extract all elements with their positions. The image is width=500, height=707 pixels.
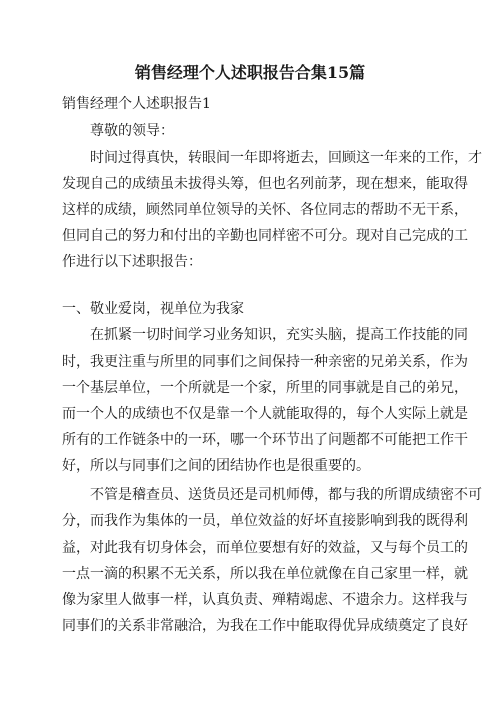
paragraph-line: 一个基层单位，一个所就是一个家，所里的同事就是自己的弟兄， [62,380,468,396]
paragraph-line: 一点一滴的积累不无关系，所以我在单位就像在自己家里一样，就 [62,566,468,582]
paragraph-line: 但同自己的努力和付出的辛勤也同样密不可分。现对自己完成的工 [62,228,468,244]
paragraph-line: 不管是稽查员、送货员还是司机师傅，都与我的所谓成绩密不可 [90,487,482,503]
paragraph-line: 时间过得真快，转眼间一年即将逝去，回顾这一年来的工作，才 [90,150,482,166]
paragraph-line: 好，所以与同事们之间的团结协作也是很重要的。 [62,458,370,474]
paragraph-line: 这样的成绩，顾然同单位领导的关怀、各位同志的帮助不无干系， [62,202,468,218]
paragraph-line: 所有的工作链条中的一环，哪一个环节出了问题都不可能把工作干 [62,432,468,448]
paragraph-line: 发现自己的成绩虽未拔得头筹，但也名列前茅，现在想来，能取得 [62,176,468,192]
report-subtitle: 销售经理个人述职报告1 [62,96,211,112]
paragraph-line: 像为家里人做事一样，认真负责、殚精竭虑、不遗余力。这样我与 [62,592,468,608]
paragraph-line: 同事们的关系非常融洽，为我在工作中能取得优异成绩奠定了良好 [62,618,468,634]
paragraph-line: 在抓紧一切时间学习业务知识，充实头脑，提高工作技能的同 [90,327,468,343]
paragraph-line: 时，我更注重与所里的同事们之间保持一种亲密的兄弟关系，作为 [62,354,468,370]
paragraph-line: 益，对此我有切身体会，而单位要想有好的效益，又与每个员工的 [62,540,468,556]
paragraph-line: 分，而我作为集体的一员，单位效益的好坏直接影响到我的既得利 [62,513,468,529]
document-title: 销售经理个人述职报告合集15篇 [134,63,366,82]
paragraph-line: 作进行以下述职报告： [62,254,202,270]
paragraph-line: 而一个人的成绩也不仅是靠一个人就能取得的，每个人实际上就是 [62,406,468,422]
section-heading: 一、敬业爱岗，视单位为我家 [62,301,244,317]
salutation: 尊敬的领导： [90,123,174,139]
